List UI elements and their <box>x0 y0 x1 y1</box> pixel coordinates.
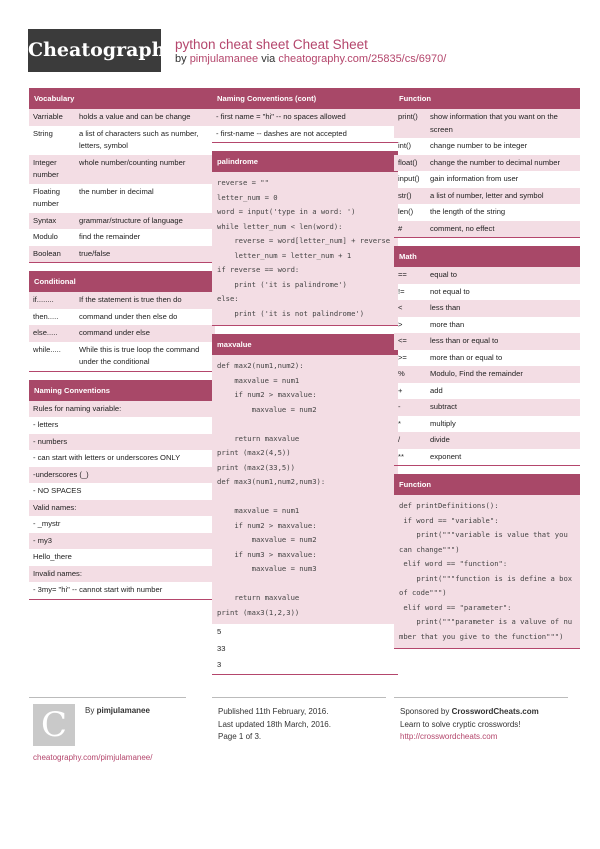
term: if........ <box>33 295 54 304</box>
term: != <box>398 286 405 296</box>
list-item: - first-name -- dashes are not accepted <box>216 128 347 138</box>
code-line: print("""function is is define a box of code""") <box>399 573 577 597</box>
list-item: Rules for naming variable: <box>29 401 215 418</box>
list-item: - NO SPACES <box>33 486 82 495</box>
table-row <box>29 213 215 230</box>
definition: command under then else do <box>79 311 178 321</box>
term: Floating number <box>33 186 61 208</box>
code-line <box>217 577 393 592</box>
footer-divider <box>212 697 386 698</box>
vocabulary-rows <box>29 109 215 262</box>
via-label: via <box>261 53 276 65</box>
math-rows <box>394 267 580 465</box>
naming-cont-lines <box>212 109 398 142</box>
code-block <box>212 355 398 624</box>
code-line: reverse = word[letter_num] + reverse <box>217 236 391 245</box>
definition: equal to <box>430 270 458 279</box>
function-rows <box>394 109 580 237</box>
section-header: Function <box>394 474 580 495</box>
code-line: maxvalue = num3 <box>217 564 317 573</box>
table-row <box>394 333 580 350</box>
code-line: elif word == "function": <box>399 559 508 568</box>
code-line: return maxvalue <box>217 593 300 602</box>
code-line: print (max2(33,5)) <box>217 462 295 472</box>
table-row <box>394 317 580 334</box>
definition: show information that you want on the screen <box>430 112 558 134</box>
list-item: 33 <box>217 643 226 653</box>
code-line <box>217 490 393 505</box>
published-date: Published 11th February, 2016. <box>218 707 329 716</box>
code-line: reverse = "" <box>217 178 269 187</box>
code-line: print (max3(1,2,3)) <box>217 607 300 617</box>
section-header: Vocabulary <box>29 88 215 109</box>
conditional-rows <box>29 292 215 371</box>
list-item: - can start with letters or underscores ONLY <box>33 453 181 462</box>
term: - <box>398 402 401 411</box>
definition: not equal to <box>430 286 470 296</box>
term: > <box>398 319 403 329</box>
table-row <box>394 188 580 205</box>
definition: less than <box>430 303 461 312</box>
term: String <box>33 128 53 138</box>
code-line: letter_num = 0 <box>217 192 278 202</box>
naming-cont-section <box>212 88 398 143</box>
term: >= <box>398 352 407 362</box>
output-block <box>212 624 398 674</box>
code-line: letter_num = letter_num + 1 <box>217 250 352 260</box>
code-line: print (max2(4,5)) <box>217 448 291 457</box>
term: print() <box>398 112 418 121</box>
section-header: Math <box>394 246 580 267</box>
table-row <box>29 155 215 184</box>
column-1 <box>29 88 215 608</box>
term: then..... <box>33 311 59 321</box>
code-line: if word == "variable": <box>399 515 499 525</box>
definition: the length of the string <box>430 207 506 216</box>
term: Varriable <box>33 112 63 121</box>
math-section <box>394 246 580 466</box>
term: # <box>398 223 403 233</box>
code-line: if reverse == word: <box>217 265 300 274</box>
table-row <box>394 416 580 433</box>
term: + <box>398 385 403 395</box>
code-line: def printDefinitions(): <box>399 501 499 510</box>
definition: gain information from user <box>430 174 519 183</box>
code-line: maxvalue = num2 <box>217 535 317 544</box>
definition: change number to be integer <box>430 141 528 150</box>
table-row <box>394 267 580 284</box>
footer-divider <box>394 697 568 698</box>
section-header: Function <box>394 88 580 109</box>
publication-info <box>218 706 331 744</box>
table-row <box>394 138 580 155</box>
list-item: 5 <box>217 627 222 636</box>
code-line: word = input('type in a word: ') <box>217 207 356 216</box>
table-row <box>394 284 580 301</box>
table-row <box>394 449 580 466</box>
definition: command under else <box>79 328 150 337</box>
list-item: - numbers <box>29 434 215 451</box>
definition: exponent <box>430 451 462 461</box>
avatar[interactable]: C <box>33 704 75 746</box>
code-line: if num2 > maxvalue: <box>217 520 317 530</box>
footer-divider <box>29 697 186 698</box>
definition: multiply <box>430 418 456 428</box>
term: * <box>398 418 401 428</box>
sponsor-line <box>400 706 539 719</box>
code-line: else: <box>217 294 239 303</box>
list-item: 3 <box>217 660 222 669</box>
table-row <box>394 366 580 383</box>
code-line: maxvalue = num1 <box>217 506 300 515</box>
code-line: maxvalue = num1 <box>217 375 300 385</box>
table-row <box>394 300 580 317</box>
function-section <box>394 88 580 238</box>
definition: the number in decimal <box>79 186 154 196</box>
code-line: elif word == "parameter": <box>399 602 512 612</box>
term: ** <box>398 451 404 461</box>
term: % <box>398 369 405 378</box>
table-row <box>394 204 580 221</box>
table-row <box>29 325 215 342</box>
definition: a list of number, letter and symbol <box>430 190 544 200</box>
list-item: Valid names: <box>29 500 215 517</box>
definition: subtract <box>430 402 458 411</box>
table-row <box>394 221 580 238</box>
definition: whole number/counting number <box>79 157 186 167</box>
updated-date: Last updated 18th March, 2016. <box>218 719 331 729</box>
sponsor-name[interactable]: CrosswordCheats.com <box>451 707 539 716</box>
definition: more than or equal to <box>430 352 503 362</box>
page-title: python cheat sheet Cheat Sheet <box>175 37 368 52</box>
definition: Modulo, Find the remainder <box>430 369 523 378</box>
naming-section <box>29 380 215 600</box>
term: / <box>398 435 401 444</box>
table-row <box>29 229 215 246</box>
table-row <box>29 109 215 126</box>
term: else..... <box>33 328 58 337</box>
sponsor-tagline: Learn to solve cryptic crosswords! <box>400 719 521 729</box>
table-row <box>394 109 580 138</box>
palindrome-section <box>212 151 398 326</box>
maxvalue-section <box>212 334 398 675</box>
column-2 <box>212 88 398 683</box>
profile-link[interactable]: cheatography.com/pimjulamanee/ <box>33 753 153 762</box>
column-3 <box>394 88 580 657</box>
definition: divide <box>430 435 450 444</box>
code-line: print ('it is not palindrome') <box>217 308 365 318</box>
definition: holds a value and can be change <box>79 112 191 121</box>
term: Modulo <box>33 232 58 241</box>
sponsor-prefix: Sponsored by <box>400 707 450 716</box>
table-row <box>394 399 580 416</box>
definition: add <box>430 385 443 395</box>
by-prefix: by <box>175 53 187 65</box>
list-item: Invalid names: <box>29 566 215 583</box>
vocabulary-section <box>29 88 215 263</box>
term: Integer number <box>33 157 59 179</box>
definition: While this is true loop the command under the conditional <box>79 344 200 366</box>
definition: change the number to decimal number <box>430 157 561 167</box>
table-row <box>29 342 215 371</box>
definition: If the statement is true then do <box>79 295 182 304</box>
term: int() <box>398 141 412 150</box>
term: Syntax <box>33 215 57 225</box>
term: str() <box>398 190 412 200</box>
page-number: Page 1 of 3. <box>218 732 262 741</box>
footer-author-name[interactable]: pimjulamanee <box>96 706 150 715</box>
list-item: - _mystr <box>33 519 61 528</box>
definition: true/false <box>79 248 111 258</box>
code-line: if num3 > maxvalue: <box>217 549 317 559</box>
definition: comment, no effect <box>430 223 495 233</box>
function2-section <box>394 474 580 649</box>
list-item: - letters <box>33 420 59 429</box>
sheet-url-link[interactable]: cheatography.com/25835/cs/6970/ <box>278 53 447 65</box>
definition: grammar/structure of language <box>79 215 183 225</box>
author-link[interactable]: pimjulamanee <box>189 53 259 65</box>
section-header: Conditional <box>29 271 215 292</box>
code-line: print("""variable is value that you can change""") <box>399 530 573 554</box>
term: == <box>398 270 407 279</box>
code-line: def max3(num1,num2,num3): <box>217 477 326 486</box>
list-item: Hello_there <box>33 552 72 561</box>
table-row <box>29 126 215 155</box>
code-line: if num2 > maxvalue: <box>217 390 317 399</box>
table-row <box>394 171 580 188</box>
term: < <box>398 303 403 312</box>
section-header: palindrome <box>212 151 398 172</box>
section-header: Naming Conventions (cont) <box>212 88 398 109</box>
term: <= <box>398 336 407 345</box>
code-line: print("""parameter is a valuve of number that you give to the function""") <box>399 617 573 641</box>
term: Boolean <box>33 248 61 258</box>
by-label: By <box>85 706 95 715</box>
term: while..... <box>33 344 61 354</box>
sponsor-url[interactable]: http://crosswordcheats.com <box>400 732 498 741</box>
byline <box>175 53 446 65</box>
section-header: Naming Conventions <box>29 380 215 401</box>
code-line: return maxvalue <box>217 433 300 443</box>
term: float() <box>398 157 418 167</box>
table-row <box>394 350 580 367</box>
code-block <box>212 172 398 325</box>
definition: a list of characters such as number, letters, symbol <box>79 128 199 150</box>
table-row <box>29 309 215 326</box>
list-item: - 3my= "hi" -- cannot start with number <box>33 585 163 594</box>
list-item: - my3 <box>29 533 215 550</box>
sponsor-info <box>400 706 539 744</box>
term: input() <box>398 174 420 183</box>
cheatography-logo[interactable]: Cheatography <box>28 29 161 72</box>
conditional-section <box>29 271 215 372</box>
table-row <box>394 432 580 449</box>
code-line <box>217 417 393 432</box>
naming-lines <box>29 401 215 599</box>
definition: find the remainder <box>79 232 141 241</box>
list-item: -underscores (_) <box>29 467 215 484</box>
definition: less than or equal to <box>430 336 499 345</box>
code-line: print ('it is palindrome') <box>217 279 347 289</box>
code-line: while letter_num < len(word): <box>217 221 343 231</box>
code-block <box>394 495 580 648</box>
table-row <box>29 184 215 213</box>
definition: more than <box>430 319 465 329</box>
table-row <box>29 246 215 263</box>
list-item: - first name = "hi" -- no spaces allowed <box>212 109 398 126</box>
footer-author <box>85 706 150 715</box>
code-line: def max2(num1,num2): <box>217 361 304 370</box>
term: len() <box>398 207 414 216</box>
table-row <box>394 383 580 400</box>
table-row <box>29 292 215 309</box>
code-line: maxvalue = num2 <box>217 404 317 414</box>
table-row <box>394 155 580 172</box>
section-header: maxvalue <box>212 334 398 355</box>
